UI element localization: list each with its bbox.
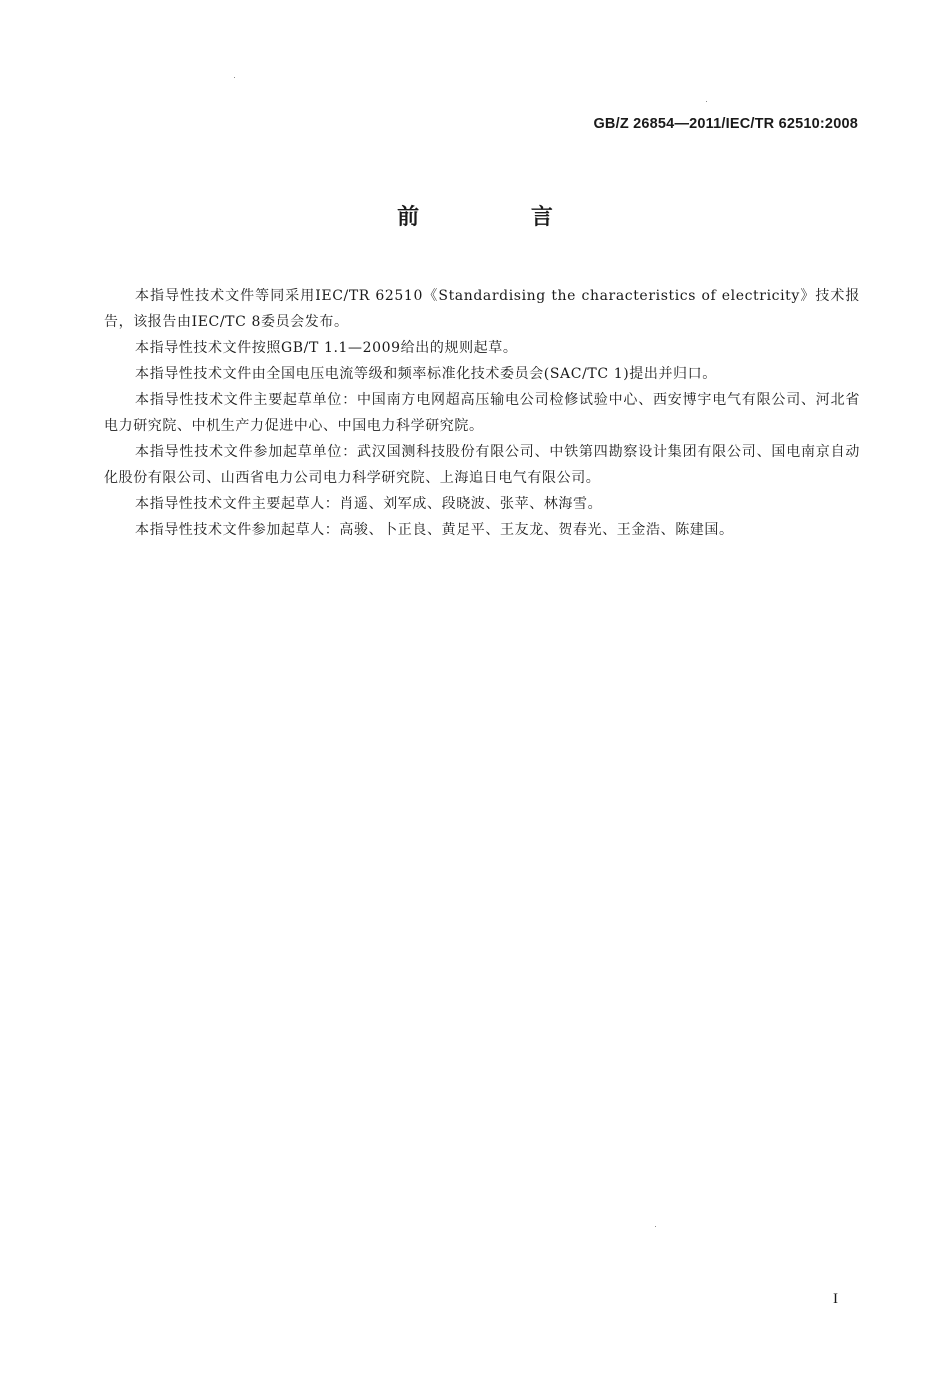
paragraph: 本指导性技术文件由全国电压电流等级和频率标准化技术委员会(SAC/TC 1)提出并归口。 [135, 366, 717, 382]
paragraph: 本指导性技术文件参加起草人：高骏、卜正良、黄足平、王友龙、贺春光、王金浩、陈建国。 [135, 522, 734, 538]
scan-speck [706, 101, 707, 102]
paragraph: 本指导性技术文件参加起草单位：武汉国测科技股份有限公司、中铁第四勘察设计集团有限公司、国电南京自动化股份有限公司、山西省电力公司电力科学研究院、上海追日电气有限公司。 [104, 444, 860, 486]
document-number: GB/Z 26854—2011/IEC/TR 62510:2008 [593, 116, 858, 132]
paragraph: 本指导性技术文件主要起草人：肖遥、刘军成、段晓波、张苹、林海雪。 [135, 496, 603, 512]
page-number: I [833, 1291, 838, 1307]
page-title: 前 言 [397, 205, 605, 230]
scan-speck [655, 1226, 656, 1227]
foreword-body [104, 283, 860, 543]
paragraph: 本指导性技术文件等同采用IEC/TR 62510《Standardising the characteristics of electricity》技术报告，该报告由IEC/TC 8委员会发布。 [104, 288, 860, 330]
scan-speck [234, 77, 235, 78]
paragraph: 本指导性技术文件按照GB/T 1.1—2009给出的规则起草。 [135, 340, 518, 356]
paragraph: 本指导性技术文件主要起草单位：中国南方电网超高压输电公司检修试验中心、西安博宇电气有限公司、河北省电力研究院、中机生产力促进中心、中国电力科学研究院。 [104, 392, 860, 434]
